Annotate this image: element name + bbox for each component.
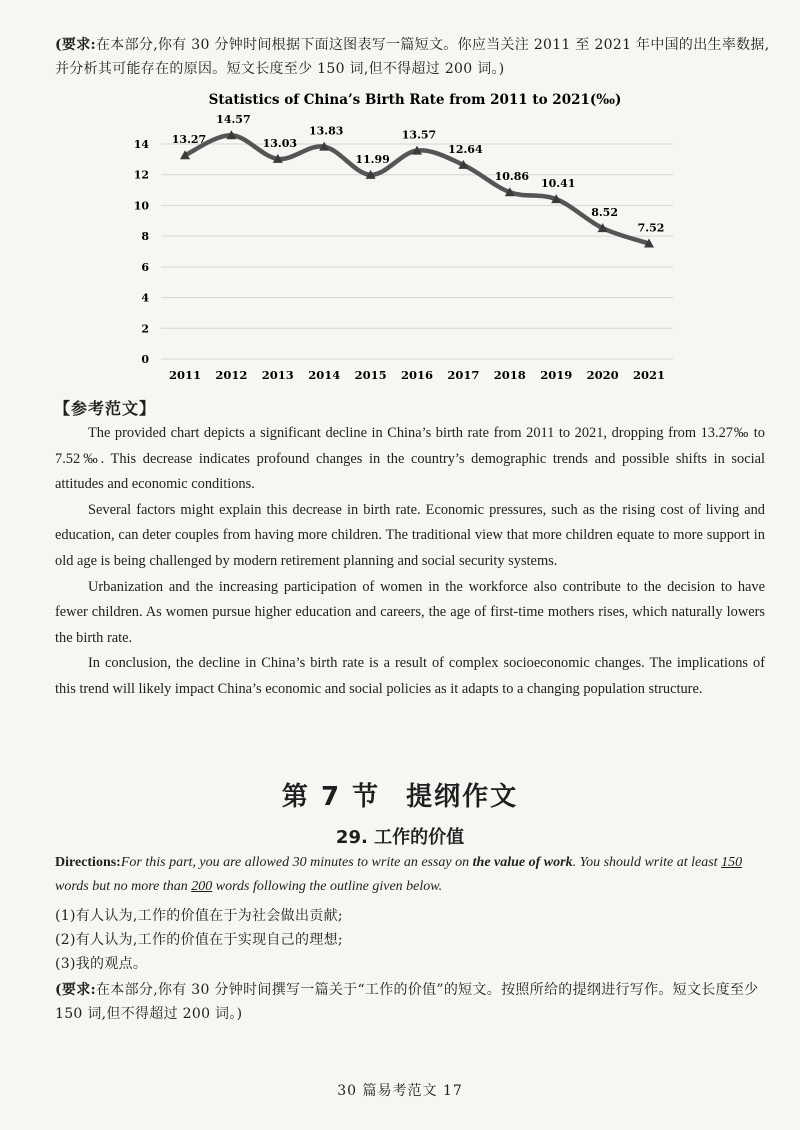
y-tick-label: 10 xyxy=(133,199,149,213)
directions-text-4: words following the outline given below. xyxy=(212,879,443,894)
x-tick-label: 2015 xyxy=(354,368,387,382)
data-label: 12.64 xyxy=(448,142,483,156)
x-tick-label: 2016 xyxy=(400,368,434,382)
outline-item-3: (3)我的观点。 xyxy=(55,956,148,972)
data-label: 13.57 xyxy=(401,128,437,142)
essay-paragraph-1: The provided chart depicts a significant decline in China’s birth rate from 2011 to 2021, dropping from 13.27‰ to 7.52‰. This decrease indicates profound changes in the country’s demographic trends and possible shifts in social attitudes and economic conditions. xyxy=(55,425,765,493)
data-labels xyxy=(172,113,665,234)
directions xyxy=(55,851,770,899)
data-label: 13.03 xyxy=(262,136,298,150)
essay-paragraph-2: Several factors might explain this decrease in birth rate. Economic pressures, such as the rising cost of living and education, can deter couples from having more children. The traditional view that more children equate to more support in old age is being challenged by modern retirement planning and social security systems. xyxy=(55,501,765,569)
grid xyxy=(161,144,673,359)
directions-topic: the value of work xyxy=(472,855,573,870)
x-tick-label: 2012 xyxy=(215,368,248,382)
data-label: 13.83 xyxy=(308,124,344,138)
directions-text-2: . You should write at least xyxy=(572,855,722,870)
outline-item-1: (1)有人认为,工作的价值在于为社会做出贡献; xyxy=(55,908,343,924)
directions-text-1: For this part, you are allowed 30 minutes to write an essay on xyxy=(120,855,473,870)
data-label: 11.99 xyxy=(355,152,390,166)
y-tick-label: 0 xyxy=(141,353,149,366)
section-name: 提纲作文 xyxy=(406,782,519,812)
outline xyxy=(55,904,770,976)
requirement-note-2 xyxy=(55,978,770,1026)
essay-paragraph-3: Urbanization and the increasing participation of women in the workforce also contribute to the decision to have fewer children. As women pursue higher education and careers, the age of first-time mothers rises, which naturally lowers the birth rate. xyxy=(55,578,765,646)
x-tick-label: 2019 xyxy=(540,368,573,382)
requirement-lead: (要求: xyxy=(55,37,96,53)
x-tick-label: 2020 xyxy=(586,368,619,382)
essay-paragraph-4: In conclusion, the decline in China’s birth rate is a result of complex socioeconomic changes. The implications of this trend will likely impact China’s economic and social policies as it adapts to a changing population structure. xyxy=(55,655,765,697)
y-tick-label: 6 xyxy=(141,260,149,274)
birth-rate-chart xyxy=(125,86,685,386)
data-markers xyxy=(180,130,654,247)
x-tick-label: 2014 xyxy=(308,368,341,382)
sample-essay xyxy=(55,421,765,703)
data-label: 10.41 xyxy=(540,177,576,191)
directions-min-words: 150 xyxy=(721,855,743,870)
data-label: 14.57 xyxy=(216,113,251,127)
data-label: 10.86 xyxy=(494,170,530,184)
data-label: 13.27 xyxy=(171,133,207,147)
reference-heading: 【参考范文】 xyxy=(54,399,157,418)
requirement-2-text: 在本部分,你有 30 分钟时间撰写一篇关于“工作的价值”的短文。按照所给的提纲进行写作。短文长度至少 150 词,但不得超过 200 词。) xyxy=(55,982,759,1022)
directions-label: Directions: xyxy=(55,855,121,870)
data-label: 7.52 xyxy=(637,221,665,235)
y-tick-label: 2 xyxy=(141,322,149,336)
y-tick-label: 14 xyxy=(133,138,149,151)
y-tick-label: 8 xyxy=(141,230,149,244)
page-footer: 30 篇易考范文 17 xyxy=(337,1083,463,1099)
x-tick-label: 2021 xyxy=(632,368,666,382)
x-tick-label: 2017 xyxy=(447,368,480,382)
section-title xyxy=(0,776,800,813)
x-tick-label: 2018 xyxy=(493,368,526,382)
y-tick-label: 4 xyxy=(141,291,149,305)
directions-max-words: 200 xyxy=(191,879,213,894)
y-axis-ticks xyxy=(134,138,150,366)
x-axis-ticks xyxy=(169,368,665,382)
topic-title: 29. 工作的价值 xyxy=(335,827,465,848)
requirement-note xyxy=(55,33,770,81)
directions-text-3: words but no more than xyxy=(55,879,192,894)
section-number: 第 7 节 xyxy=(281,782,381,812)
outline-item-2: (2)有人认为,工作的价值在于实现自己的理想; xyxy=(55,932,343,948)
data-label: 8.52 xyxy=(591,206,618,220)
requirement-2-lead: (要求: xyxy=(55,982,96,998)
y-tick-label: 12 xyxy=(133,168,149,182)
chart-title: Statistics of China’s Birth Rate from 2011 to 2021(‰) xyxy=(208,92,622,108)
x-tick-label: 2013 xyxy=(261,368,294,382)
x-tick-label: 2011 xyxy=(168,368,202,382)
requirement-text: 在本部分,你有 30 分钟时间根据下面这图表写一篇短文。你应当关注 2011 至 2021 年中国的出生率数据,并分析其可能存在的原因。短文长度至少 150 词,但不得超过 200 词。) xyxy=(55,37,770,77)
